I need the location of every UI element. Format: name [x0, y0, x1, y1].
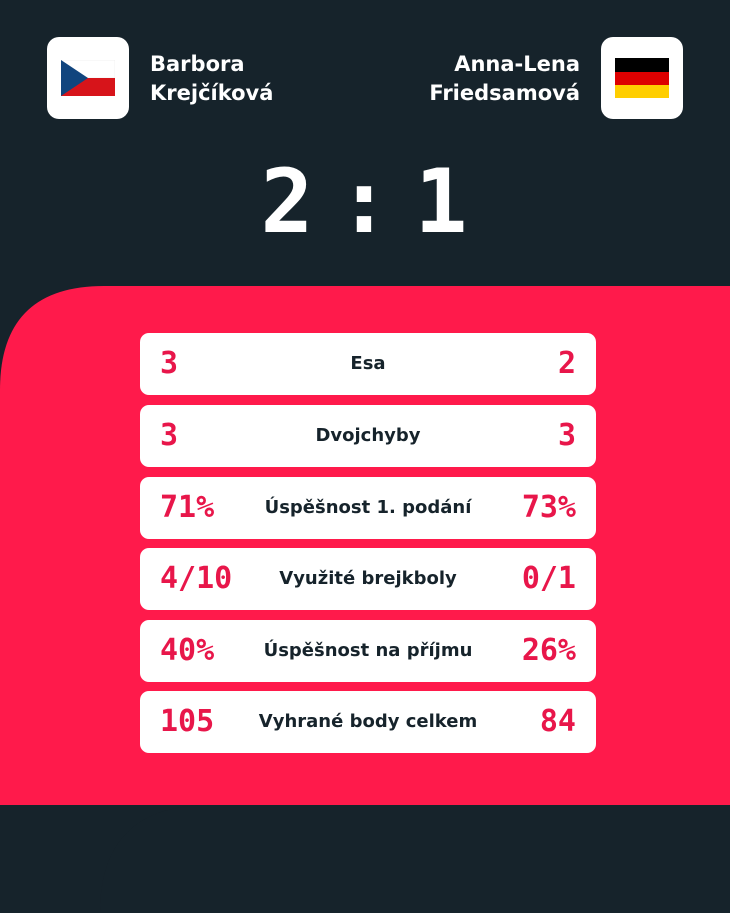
stat-value-right: 84	[539, 704, 576, 739]
stat-row-total-points	[140, 691, 596, 753]
player-left-last-name: Krejčíková	[150, 81, 274, 105]
player-left-flag	[47, 37, 129, 119]
stat-value-left: 3	[160, 418, 179, 453]
match-score	[0, 142, 730, 262]
player-right-first-name: Anna-Lena	[454, 52, 580, 76]
stat-value-left: 3	[160, 346, 179, 381]
stat-row-aces	[140, 333, 596, 395]
stat-label: Esa	[350, 353, 386, 374]
stat-row-return	[140, 620, 596, 682]
score-right: 1	[414, 150, 470, 253]
stat-label: Úspěšnost na příjmu	[263, 640, 473, 661]
player-left-name	[150, 50, 273, 108]
stat-value-left: 40%	[160, 633, 215, 668]
player-right-name	[429, 50, 580, 108]
player-right-last-name: Friedsamová	[429, 81, 580, 105]
stat-value-right: 26%	[521, 633, 576, 668]
stat-row-double-faults	[140, 405, 596, 467]
stat-value-right: 73%	[521, 490, 576, 525]
stat-value-left: 105	[160, 704, 215, 739]
bottom-dark-panel	[100, 805, 730, 913]
score-left: 2	[260, 150, 316, 253]
german-flag-icon	[615, 58, 669, 98]
stat-value-right: 3	[557, 418, 576, 453]
stat-label: Úspěšnost 1. podání	[264, 497, 472, 518]
stat-value-left: 4/10	[160, 561, 233, 596]
score-separator: :	[337, 150, 393, 253]
stat-value-right: 0/1	[521, 561, 576, 596]
stat-row-break-points	[140, 548, 596, 610]
stat-row-first-serve	[140, 477, 596, 539]
stat-label: Využité brejkboly	[279, 568, 457, 589]
stat-label: Dvojchyby	[315, 425, 421, 446]
stat-value-right: 2	[557, 346, 576, 381]
czech-flag-icon	[61, 60, 115, 96]
stat-value-left: 71%	[160, 490, 215, 525]
stat-label: Vyhrané body celkem	[258, 711, 478, 732]
player-right-flag	[601, 37, 683, 119]
player-left-first-name: Barbora	[150, 52, 245, 76]
